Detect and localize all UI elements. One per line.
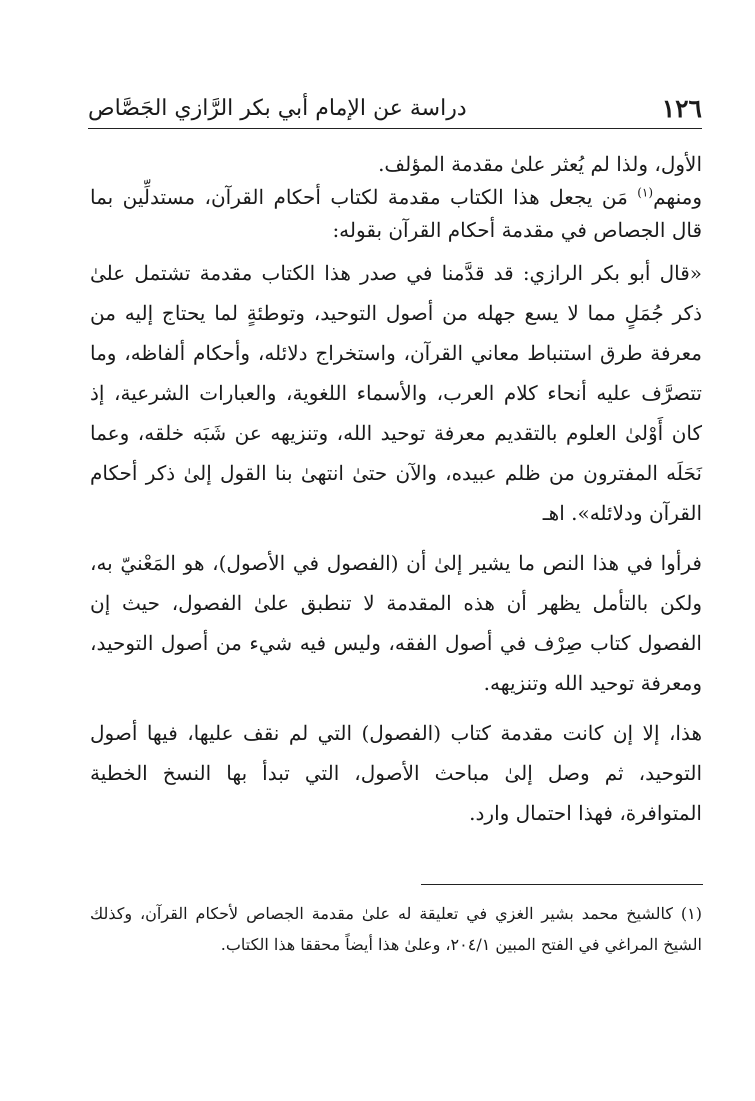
- page-header: [88, 88, 702, 129]
- paragraph-2: [90, 181, 702, 247]
- page-number: ١٢٦: [661, 93, 702, 123]
- quotation-paragraph: «قال أبو بكر الرازي: قد قدَّمنا في صدر هذا الكتاب مقدمة تشتمل علىٰ ذكر جُمَلٍ مما لا يسع جهله من أصول التوحيد، وتوطئةٍ لما يحتاج إليه من معرفة طرق استنباط معاني القرآن، واستخراج دلائله، وأحكام ألفاظه، وما تتصرَّف عليه أنحاء كلام العرب، والأسماء اللغوية، والعبارات الشرعية، إذ كان أَوْلىٰ العلوم بالتقديم معرفة توحيد الله، وتنزيهه عن شَبَه خلقه، وعما نَحَلَه المفترون من ظلم عبيده، والآن حتىٰ انتهىٰ بنا القول إلىٰ ذكر أحكام القرآن ودلائله». اهـ: [90, 261, 702, 525]
- paragraph-2-text: مَن يجعل هذا الكتاب مقدمة لكتاب أحكام القرآن، مستدلِّين بما قال الجصاص في مقدمة أحكام القرآن بقوله:: [90, 185, 702, 242]
- paragraph-1: الأول، ولذا لم يُعثر علىٰ مقدمة المؤلف.: [378, 152, 702, 176]
- footnote-text: كالشيخ محمد بشير الغزي في تعليقة له علىٰ مقدمة الجصاص لأحكام القرآن، وكذلك الشيخ المراغي في الفتح المبين ٢٠٤/١، وعلىٰ هذا أيضاً محققا هذا الكتاب.: [90, 904, 702, 954]
- footnote-separator: [421, 884, 703, 885]
- footnote-reference: (١): [637, 185, 654, 200]
- paragraph-2-lead: ومنهم: [653, 185, 702, 209]
- running-title: دراسة عن الإمام أبي بكر الرَّازي الجَصَّاص: [88, 95, 467, 121]
- paragraph-5: هذا، إلا إن كانت مقدمة كتاب (الفصول) التي لم نقف عليها، فيها أصول التوحيد، ثم وصل إلىٰ مباحث الأصول، التي تبدأ بها النسخ الخطية المتوافرة، فهذا احتمال وارد.: [90, 721, 702, 825]
- paragraph-4: فرأوا في هذا النص ما يشير إلىٰ أن (الفصول في الأصول)، هو المَعْنيّ به، ولكن بالتأمل يظهر أن هذه المقدمة لا تنطبق علىٰ الفصول، حيث إن الفصول كتاب صِرْف في أصول الفقه، وليس فيه شيء من أصول التوحيد، ومعرفة توحيد الله وتنزيهه.: [90, 551, 702, 695]
- main-text: [90, 148, 702, 833]
- footnote-1: [90, 898, 702, 960]
- footnote-number: (١): [680, 904, 702, 923]
